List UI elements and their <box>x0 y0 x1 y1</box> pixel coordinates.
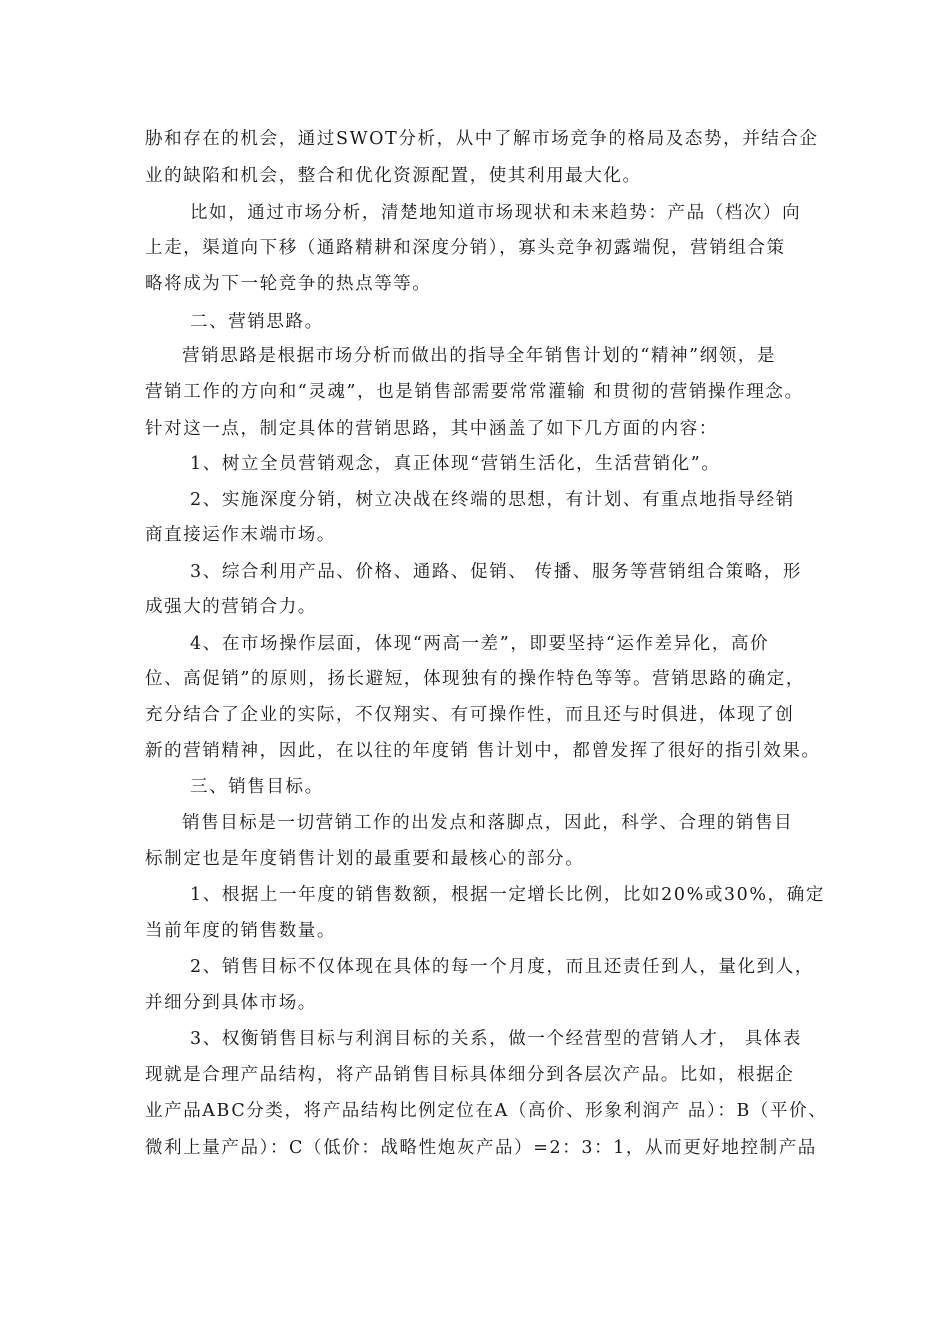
text-line: 销售目标是一切营销工作的出发点和落脚点，因此，科学、合理的销售目 <box>182 813 794 833</box>
text-line: 并细分到具体市场。 <box>145 993 317 1013</box>
text-line: 略将成为下一轮竞争的热点等等。 <box>145 274 432 294</box>
text-line: 1、树立全员营销观念，真正体现“营销生活化，生活营销化”。 <box>190 454 721 474</box>
text-line: 营销工作的方向和“灵魂”，也是销售部需要常常灌输 和贯彻的营销操作理念。 <box>145 382 804 402</box>
text-line: 业的缺陷和机会，整合和优化资源配置，使其利用最大化。 <box>145 166 642 186</box>
text-line: 充分结合了企业的实际，不仅翔实、有可操作性，而且还与时俱进，体现了创 <box>145 705 795 725</box>
text-line: 营销思路是根据市场分析而做出的指导全年销售计划的“精神”纲领，是 <box>182 346 777 366</box>
text-line: 2、销售目标不仅体现在具体的每一个月度，而且还责任到人，量化到人， <box>190 957 814 977</box>
text-line: 1、根据上一年度的销售数额，根据一定增长比例，比如20%或30%，确定 <box>190 885 825 905</box>
text-line: 微利上量产品）：C（低价：战略性炮灰产品）=2：3：1，从而更好地控制产品 <box>145 1138 817 1158</box>
text-line: 现就是合理产品结构，将产品销售目标具体细分到各层次产品。比如，根据企 <box>145 1065 795 1085</box>
text-line: 针对这一点，制定具体的营销思路，其中涵盖了如下几方面的内容： <box>145 419 718 439</box>
text-line: 当前年度的销售数量。 <box>145 921 336 941</box>
text-line: 胁和存在的机会，通过SWOT分析，从中了解市场竞争的格局及态势，并结合企 <box>145 129 819 149</box>
text-line: 新的营销精神，因此，在以往的年度销 售计划中，都曾发挥了很好的指引效果。 <box>145 741 821 761</box>
text-line: 标制定也是年度销售计划的最重要和最核心的部分。 <box>145 849 585 869</box>
text-line: 上走，渠道向下移（通路精耕和深度分销），寡头竞争初露端倪，营销组合策 <box>145 238 786 258</box>
text-line: 4、在市场操作层面，体现“两高一差”，即要坚持“运作差异化，高价 <box>190 634 770 654</box>
text-line: 3、权衡销售目标与利润目标的关系，做一个经营型的营销人才， 具体表 <box>190 1029 802 1049</box>
text-line: 成强大的营销合力。 <box>145 597 317 617</box>
text-line: 2、实施深度分销，树立决战在终端的思想，有计划、有重点地指导经销 <box>190 490 795 510</box>
section-heading: 三、销售目标。 <box>190 777 324 797</box>
text-line: 位、高促销”的原则，扬长避短，体现独有的操作特色等等。营销思路的确定， <box>145 669 805 689</box>
section-heading: 二、营销思路。 <box>190 312 324 332</box>
text-line: 业产品ABC分类，将产品结构比例定位在A（高价、形象利润产 品）：B（平价、 <box>145 1101 828 1121</box>
text-line: 商直接运作末端市场。 <box>145 525 336 545</box>
text-line: 比如，通过市场分析，清楚地知道市场现状和未来趋势：产品（档次）向 <box>190 203 802 223</box>
text-line: 3、综合利用产品、价格、通路、促销、 传播、服务等营销组合策略，形 <box>190 562 802 582</box>
